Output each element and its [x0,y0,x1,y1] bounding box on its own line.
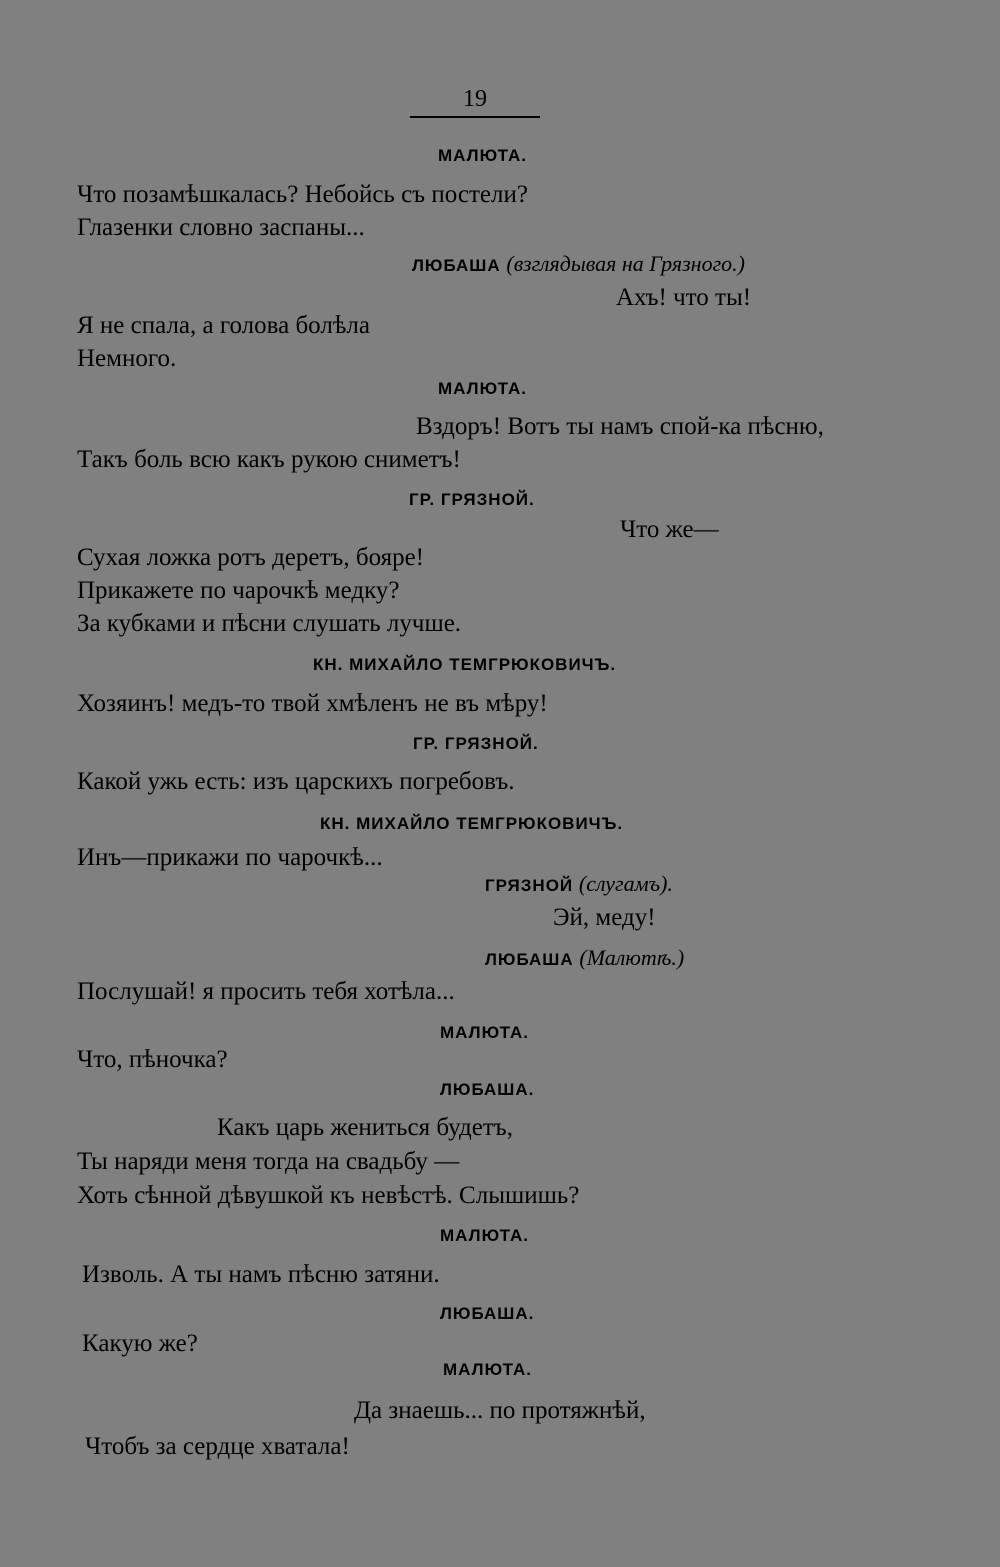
verse-line: Что позамѣшкалась? Небойсь съ постели? [77,181,528,208]
verse-line: Эй, меду! [553,904,656,931]
verse-line: Вздоръ! Вотъ ты намъ спой-ка пѣсню, [416,413,824,440]
speaker-label: МАЛЮТА. [440,1226,529,1245]
verse-line: Какъ царь жениться будетъ, [217,1114,513,1141]
verse-line: Я не спала, а голова болѣла [77,312,370,339]
verse-line: Ахъ! что ты! [616,284,752,311]
verse-line: Хоть сѣнной дѣвушкой къ невѣстѣ. Слышишь? [77,1182,580,1209]
speaker-label: ЛЮБАША (Малютѣ.) [485,945,685,970]
stage-direction: (Малютѣ.) [579,945,685,970]
stage-direction: (взглядывая на Грязного.) [506,251,746,276]
speaker-label: МАЛЮТА. [438,146,527,165]
speaker-label: ЛЮБАША. [440,1304,535,1323]
verse-line: Глазенки словно заспаны... [77,214,365,241]
speaker-label: МАЛЮТА. [438,379,527,398]
speaker-label: МАЛЮТА. [440,1023,529,1042]
speaker-label: МАЛЮТА. [443,1360,532,1379]
verse-line: Прикажете по чарочкѣ медку? [77,577,400,604]
verse-line: Какой ужь есть: изъ царскихъ погребовъ. [77,768,515,795]
verse-line: Изволь. А ты намъ пѣсню затяни. [82,1261,440,1288]
speaker-label: ГРЯЗНОЙ (слугамъ). [485,871,673,896]
verse-line: За кубками и пѣсни слушать лучше. [77,610,462,637]
verse-line: Что, пѣночка? [77,1046,228,1073]
verse-line: Сухая ложка ротъ деретъ, бояре! [77,544,425,571]
speaker-label: ЛЮБАША (взглядывая на Грязного.) [412,251,746,276]
verse-line: Да знаешь... по протяжнѣй, [354,1397,646,1424]
verse-line: Что же— [620,516,719,543]
verse-line: Чтобъ за сердце хватала! [85,1433,350,1460]
verse-line: Инъ—прикажи по чарочкѣ... [77,844,383,871]
speaker-label: КН. МИХАЙЛО ТЕМГРЮКОВИЧЪ. [320,814,624,833]
verse-line: Немного. [77,345,177,372]
speaker-label: КН. МИХАЙЛО ТЕМГРЮКОВИЧЪ. [313,655,617,674]
speaker-label: ГР. ГРЯЗНОЙ. [413,734,539,753]
stage-direction: (слугамъ). [578,871,673,896]
verse-line: Хозяинъ! медъ-то твой хмѣленъ не въ мѣру! [77,690,548,717]
verse-line: Послушай! я просить тебя хотѣла... [77,978,455,1005]
speaker-label: ЛЮБАША. [440,1080,535,1099]
verse-line: Такъ боль всю какъ рукою сниметъ! [77,446,461,473]
verse-line: Какую же? [82,1330,198,1357]
page-number: 19 [410,84,540,118]
verse-line: Ты наряди меня тогда на свадьбу — [77,1148,460,1175]
speaker-label: ГР. ГРЯЗНОЙ. [409,490,535,509]
